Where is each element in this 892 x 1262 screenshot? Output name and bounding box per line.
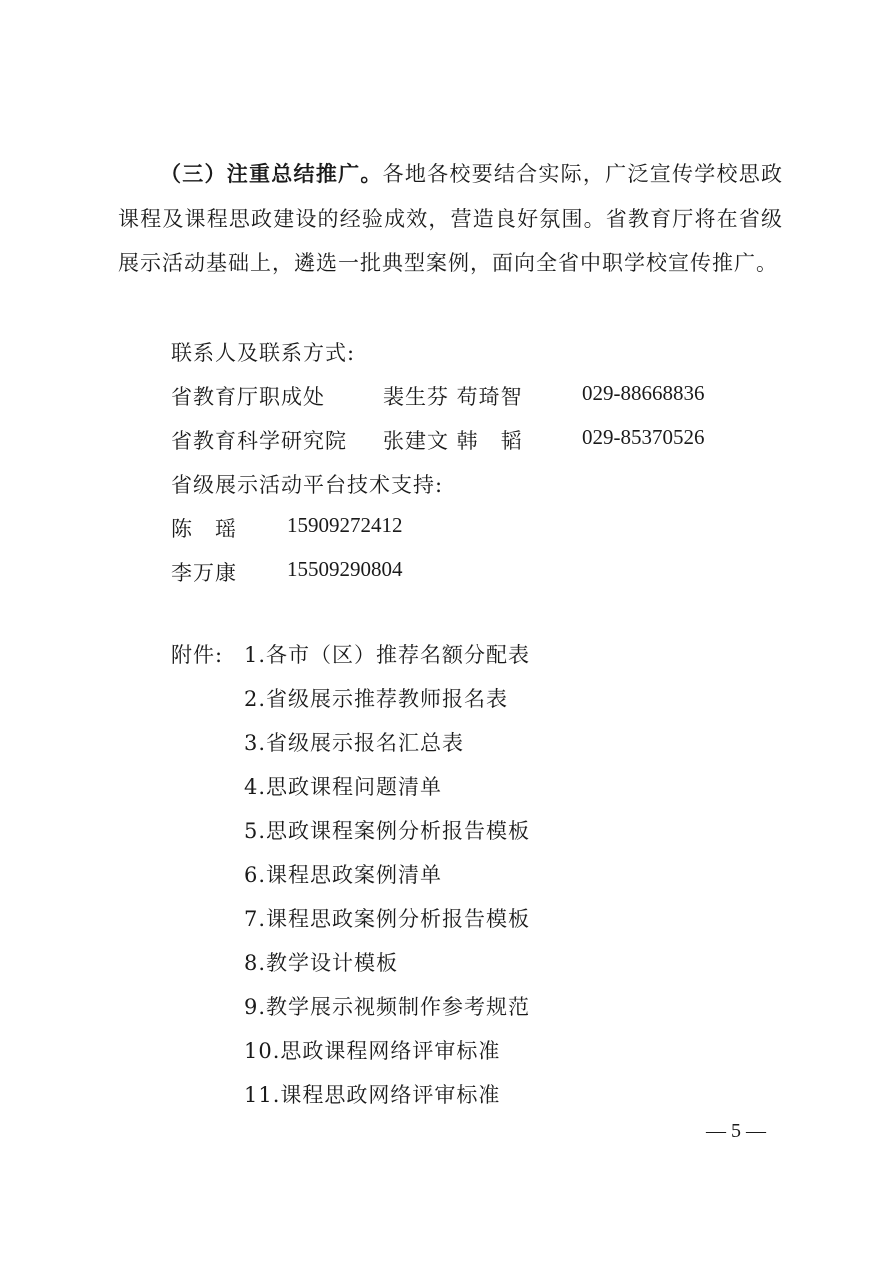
contact-org: 省教育科学研究院 (171, 429, 347, 453)
attachment-item: 5.思政课程案例分析报告模板 (244, 819, 531, 843)
contacts-label: 联系人及联系方式: (171, 341, 356, 365)
attachment-item: 10.思政课程网络评审标准 (244, 1039, 501, 1063)
page-number: — 5 — (706, 1120, 766, 1142)
contact-names: 张建文 韩 韬 (383, 429, 523, 453)
section-heading: （三）注重总结推广。 (160, 161, 383, 186)
contact-names: 裴生芬 苟琦智 (383, 385, 523, 409)
support-name: 李万康 (171, 561, 237, 585)
attachment-item: 6.课程思政案例清单 (244, 863, 443, 887)
attachment-item: 3.省级展示报名汇总表 (244, 731, 465, 755)
contact-org: 省教育厅职成处 (171, 385, 325, 409)
attachment-item: 11.课程思政网络评审标准 (244, 1083, 501, 1107)
section-body: 各地各校要结合实际，广泛宣传学校思政课程及课程思政建设的经验成效，营造良好氛围。省教育厅将在省级展示活动基础上，遴选一批典型案例，面向全省中职学校宣传推广。 (118, 162, 783, 275)
attachment-item: 8.教学设计模板 (244, 951, 399, 975)
attachment-item: 2.省级展示推荐教师报名表 (244, 687, 509, 711)
summary-paragraph (118, 152, 783, 286)
contact-phone: 029-85370526 (582, 425, 705, 449)
contact-phone: 029-88668836 (582, 381, 705, 405)
attachment-item: 7.课程思政案例分析报告模板 (244, 907, 531, 931)
support-phone: 15509290804 (287, 557, 403, 581)
support-name: 陈 瑶 (171, 517, 237, 541)
attachment-item: 1.各市（区）推荐名额分配表 (244, 643, 531, 667)
attachment-item: 9.教学展示视频制作参考规范 (244, 995, 531, 1019)
attachments-label: 附件: (171, 643, 224, 667)
attachment-item: 4.思政课程问题清单 (244, 775, 443, 799)
support-phone: 15909272412 (287, 513, 403, 537)
support-label: 省级展示活动平台技术支持: (171, 473, 444, 497)
